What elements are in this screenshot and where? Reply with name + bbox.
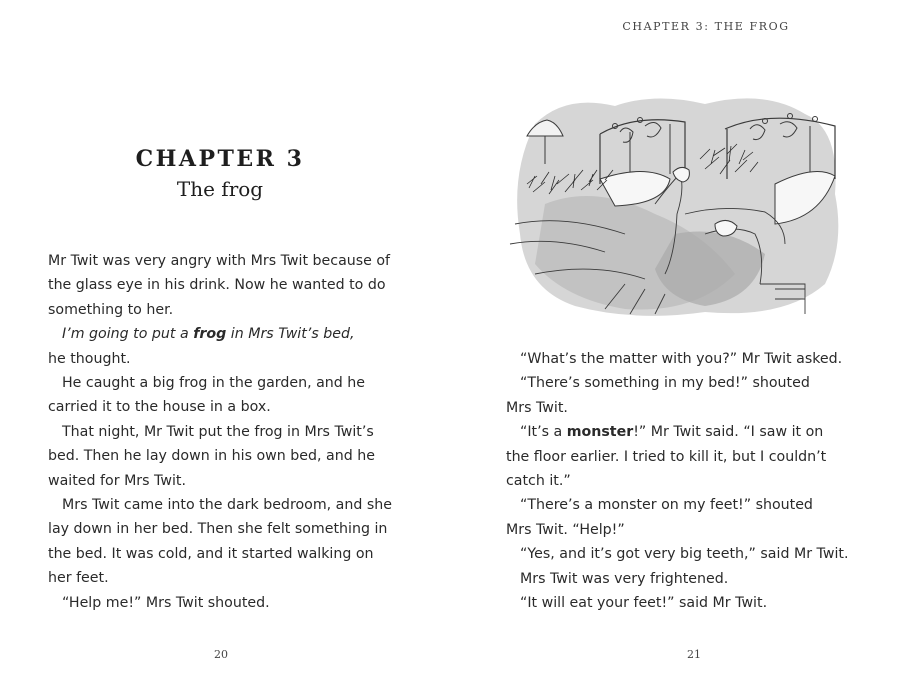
text-line: he thought. [48, 350, 131, 367]
text-line: lay down in her bed. Then she felt something in [48, 521, 388, 538]
text-line: waited for Mrs Twit. [48, 472, 186, 489]
text-line: “There’s something in my bed!” shouted [520, 375, 810, 392]
bedroom-illustration [505, 84, 850, 322]
right-page [450, 0, 900, 690]
emphasis-word-monster: monster [566, 424, 634, 441]
italic-thought-line [48, 322, 398, 346]
page-number-left: 20 [214, 648, 228, 661]
text-line: the glass eye in his drink. Now he wanted to do [48, 277, 386, 294]
page-number-right: 21 [687, 648, 701, 661]
text-line: “Help me!” Mrs Twit shouted. [62, 594, 270, 611]
illustration-drawing [505, 84, 850, 322]
text-line: her feet. [48, 570, 109, 587]
text-line: Mr Twit was very angry with Mrs Twit because of [48, 253, 391, 269]
chapter-heading [40, 145, 400, 204]
text-segment: “It’s a [520, 424, 567, 441]
chapter-number: CHAPTER 3 [135, 146, 305, 172]
text-line: “There’s a monster on my feet!” shouted [520, 497, 813, 514]
text-line: the floor earlier. I tried to kill it, but I couldn’t [506, 448, 827, 465]
text-line: Mrs Twit was very frightened. [520, 570, 729, 587]
text-line: bed. Then he lay down in his own bed, and he [48, 448, 375, 465]
italic-text: I’m going to put a [62, 326, 194, 343]
text-line: Mrs Twit came into the dark bedroom, and she [62, 497, 392, 514]
text-line-with-emphasis [506, 420, 856, 444]
left-body-text [48, 249, 398, 615]
text-line: the bed. It was cold, and it started walking on [48, 545, 374, 562]
text-line: “It will eat your feet!” said Mr Twit. [520, 595, 768, 612]
text-segment: !” Mr Twit said. “I saw it on [633, 424, 824, 441]
text-line: “Yes, and it’s got very big teeth,” said Mr Twit. [520, 546, 849, 563]
text-line: “What’s the matter with you?” Mr Twit asked. [520, 351, 843, 367]
text-line: Mrs Twit. “Help!” [506, 521, 625, 538]
text-line: That night, Mr Twit put the frog in Mrs Twit’s [62, 423, 374, 440]
right-body-text [506, 347, 856, 615]
text-line: He caught a big frog in the garden, and he [62, 375, 366, 392]
text-line: carried it to the house in a box. [48, 399, 271, 416]
running-head: CHAPTER 3: THE FROG [622, 20, 790, 33]
text-line: something to her. [48, 301, 174, 318]
italic-text: in Mrs Twit’s bed, [226, 326, 355, 343]
emphasis-word-frog: frog [193, 326, 227, 343]
text-line: catch it.” [506, 473, 571, 490]
chapter-title: The frog [176, 177, 264, 201]
text-line: Mrs Twit. [506, 399, 568, 416]
